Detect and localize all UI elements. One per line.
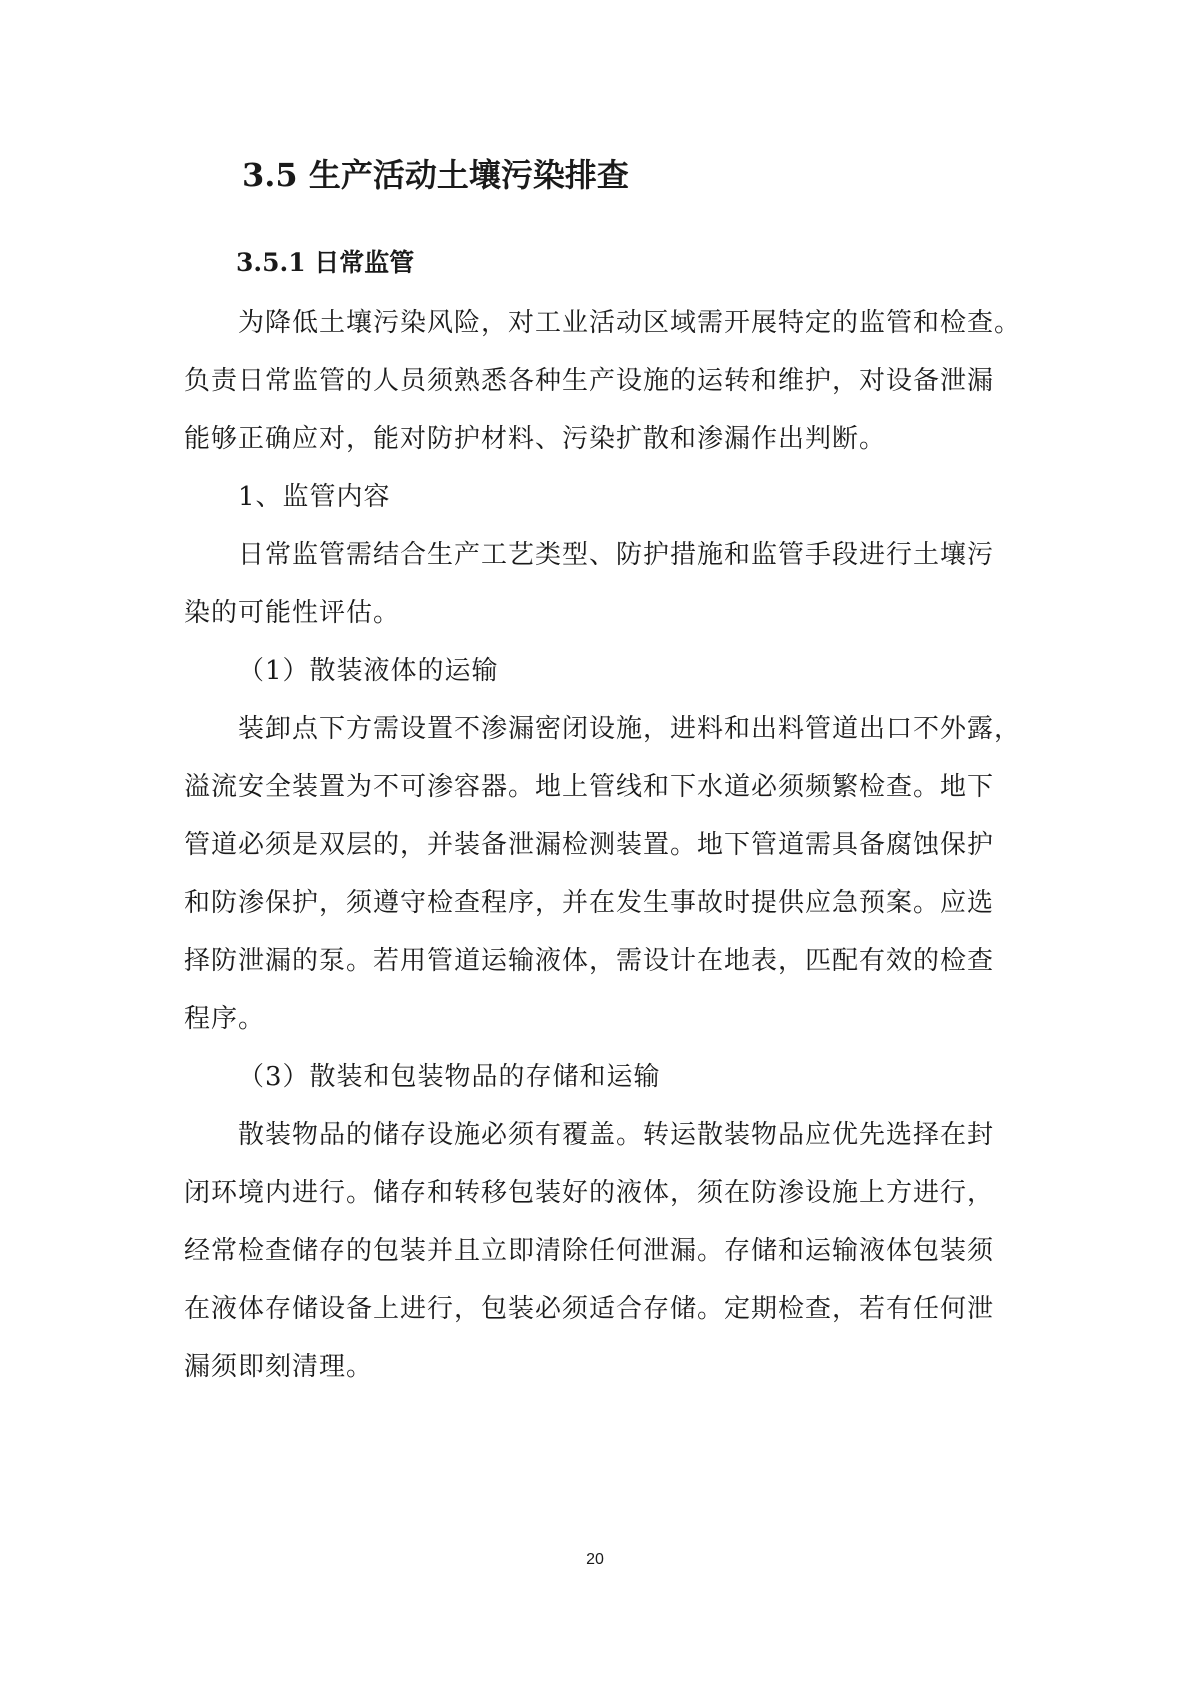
paragraph-3-line-5: 择防泄漏的泵。若用管道运输液体，需设计在地表，匹配有效的检查 xyxy=(184,946,995,976)
paragraph-4-line-5: 漏须即刻清理。 xyxy=(184,1352,374,1382)
paragraph-3-line-2: 溢流安全装置为不可渗容器。地上管线和下水道必须频繁检查。地下 xyxy=(184,772,995,802)
subsection-heading: 3.5.1 日常监管 xyxy=(236,248,415,277)
page-number: 20 xyxy=(586,1551,604,1568)
paragraph-4-line-2: 闭环境内进行。储存和转移包装好的液体，须在防渗设施上方进行， xyxy=(184,1178,995,1208)
paragraph-3-line-4: 和防渗保护，须遵守检查程序，并在发生事故时提供应急预案。应选 xyxy=(184,888,995,918)
paragraph-3-line-6: 程序。 xyxy=(184,1004,266,1034)
paragraph-2-line-1: 日常监管需结合生产工艺类型、防护措施和监管手段进行土壤污 xyxy=(238,540,995,570)
paragraph-1-line-2: 负责日常监管的人员须熟悉各种生产设施的运转和维护，对设备泄漏 xyxy=(184,366,995,396)
paragraph-2-line-2: 染的可能性评估。 xyxy=(184,598,401,628)
item-heading-storage-and-transport: （3）散装和包装物品的存储和运输 xyxy=(238,1062,661,1092)
section-heading: 3.5 生产活动土壤污染排查 xyxy=(242,156,629,194)
paragraph-3-line-3: 管道必须是双层的，并装备泄漏检测装置。地下管道需具备腐蚀保护 xyxy=(184,830,995,860)
paragraph-1-line-3: 能够正确应对，能对防护材料、污染扩散和渗漏作出判断。 xyxy=(184,424,887,454)
paragraph-4-line-3: 经常检查储存的包装并且立即清除任何泄漏。存储和运输液体包装须 xyxy=(184,1236,995,1266)
item-heading-bulk-liquid-transport: （1）散装液体的运输 xyxy=(238,656,499,686)
paragraph-4-line-1: 散装物品的储存设施必须有覆盖。转运散装物品应优先选择在封 xyxy=(238,1120,995,1150)
paragraph-1-line-1: 为降低土壤污染风险，对工业活动区域需开展特定的监管和检查。 xyxy=(238,308,1022,338)
list-heading-monitoring-content: 1、监管内容 xyxy=(238,482,391,512)
paragraph-3-line-1: 装卸点下方需设置不渗漏密闭设施，进料和出料管道出口不外露， xyxy=(238,714,1022,744)
paragraph-4-line-4: 在液体存储设备上进行，包装必须适合存储。定期检查，若有任何泄 xyxy=(184,1294,995,1324)
